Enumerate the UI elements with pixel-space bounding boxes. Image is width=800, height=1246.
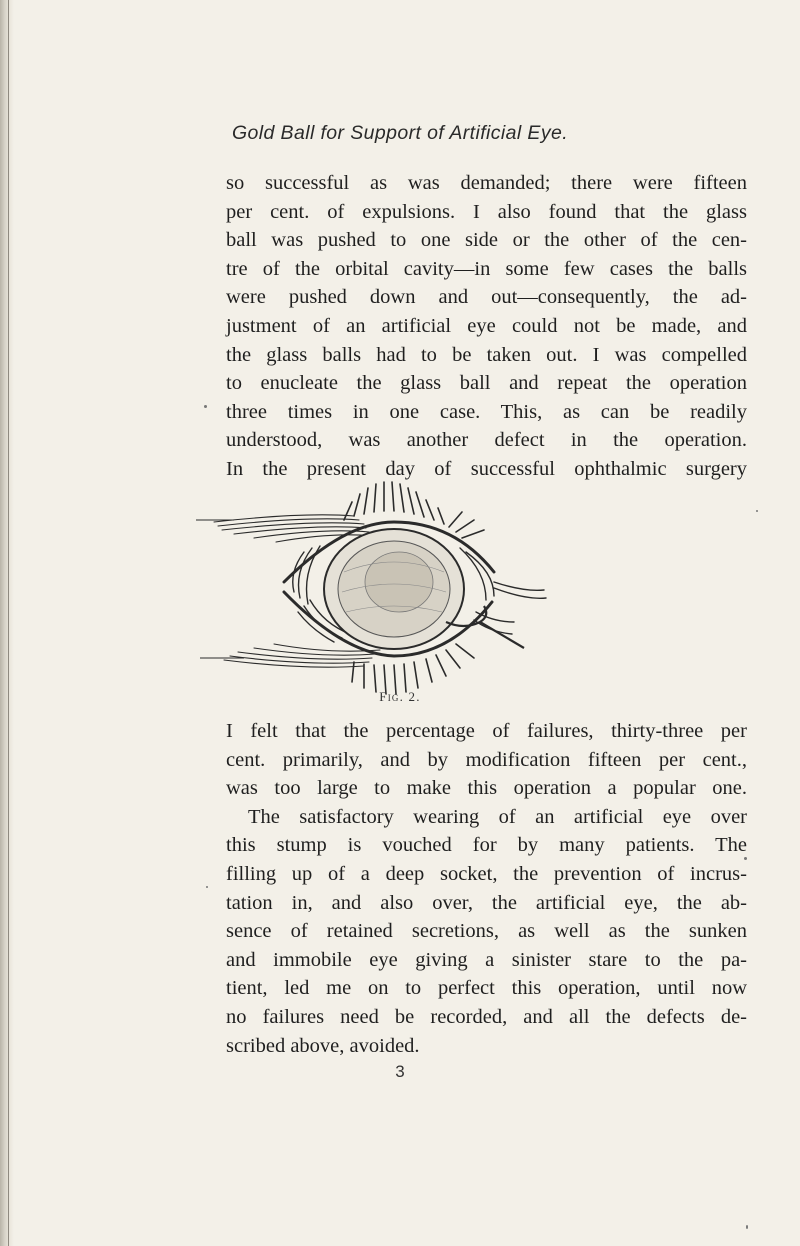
text-line: The satisfactory wearing of an artificial eye over [248,805,747,828]
text-line: I felt that the percentage of failures, thirty-three per [226,720,747,742]
text-line: tre of the orbital cavity—in some few cases the balls [226,257,747,280]
text-line: no failures need be recorded, and all the defects de- [226,1005,747,1028]
print-speck [756,510,758,512]
text-line: the glass balls had to be taken out. I was compelled [226,343,747,366]
globe [324,529,464,649]
text-line: this stump is vouched for by many patients. The [226,834,747,857]
print-speck [744,857,747,860]
text-line: to enucleate the glass ball and repeat the operation [226,372,747,395]
text-line: ball was pushed to one side or the other of the cen- [226,229,747,252]
text-line: sence of retained secretions, as well as the sunken [226,920,747,943]
text-line: and immobile eye giving a sinister stare to the pa- [226,948,747,971]
page-number: 3 [395,1062,405,1081]
paragraph-1 [226,169,747,484]
print-speck [746,1225,748,1229]
binding-line [8,0,9,1246]
text-line: three times in one case. This, as can be readily [226,400,747,423]
text-line: scribed above, avoided. [226,1034,420,1057]
text-line: per cent. of expulsions. I also found that the glass [226,200,747,223]
text-line: filling up of a deep socket, the prevention of incrus- [226,862,747,885]
eye-engraving-figure [194,472,594,707]
binding-shadow [0,0,14,1246]
text-line: justment of an artificial eye could not be made, and [226,314,747,337]
text-line: In the present day of successful ophthalmic surgery [226,457,747,480]
text-line: were pushed down and out—consequently, the ad- [226,286,747,309]
figure-caption: Fig. 2. [379,689,421,704]
text-line: so successful as was demanded; there were fifteen [226,172,747,194]
paragraph-2 [226,717,747,1060]
text-line: tient, led me on to perfect this operation, until now [226,977,747,1000]
text-line: understood, was another defect in the operation. [226,429,747,452]
print-speck [206,886,208,888]
upper-lashes [344,482,484,538]
print-speck [204,405,207,408]
text-line: was too large to make this operation a popular one. [226,777,747,800]
upper-lid-hatching [214,515,372,542]
text-line: cent. primarily, and by modification fifteen per cent., [226,748,747,771]
running-head: Gold Ball for Support of Artificial Eye. [231,122,569,144]
text-line: tation in, and also over, the artificial eye, the ab- [226,891,747,914]
